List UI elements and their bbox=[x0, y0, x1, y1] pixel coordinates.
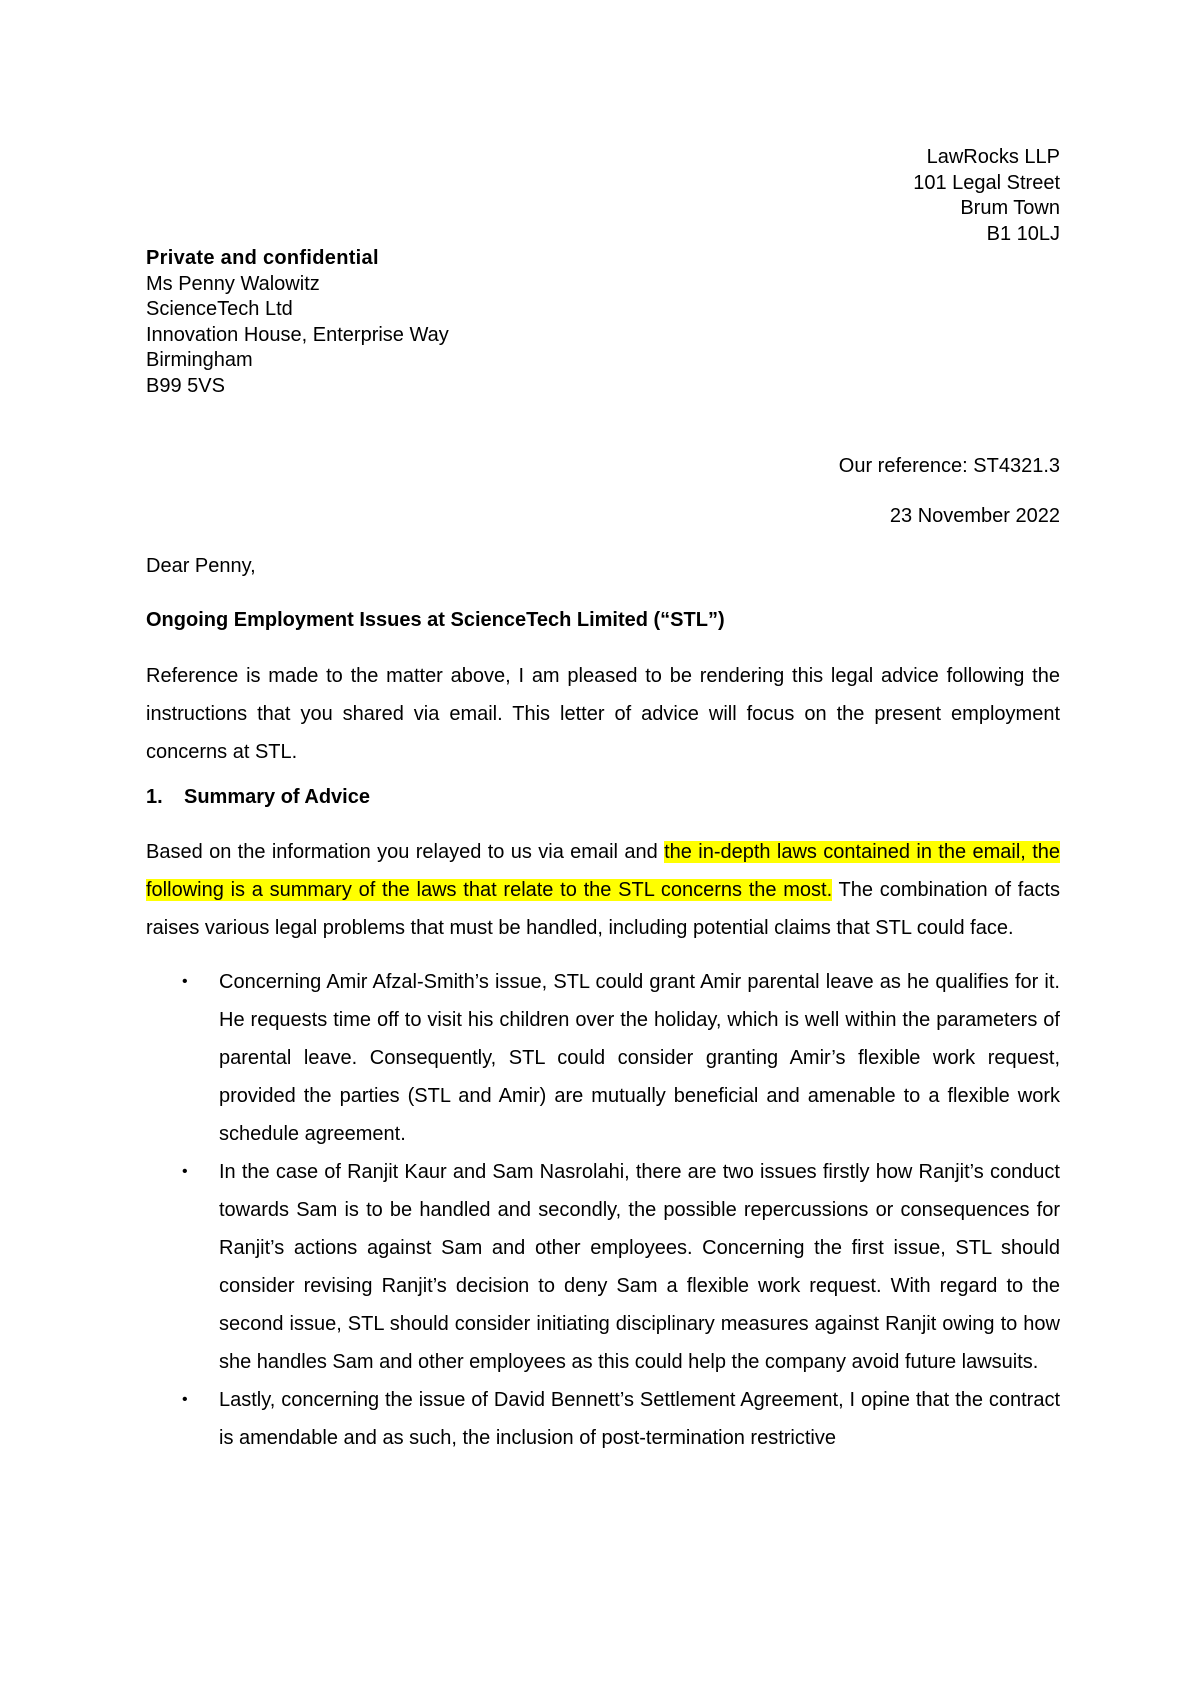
letter-subject: Ongoing Employment Issues at ScienceTech Limited (“STL”) bbox=[146, 609, 725, 631]
summary-text-after: The combination of facts raises various legal problems that must be handled, including potential claims that STL could face. bbox=[146, 879, 1061, 939]
letter-date: 23 November 2022 bbox=[889, 505, 1060, 527]
recipient-city: Birmingham bbox=[146, 349, 253, 371]
intro-paragraph: Reference is made to the matter above, I am pleased to be rendering this legal advice following the instructions that you shared via email. This letter of advice will focus on the present employment concerns at STL. bbox=[146, 665, 1060, 763]
summary-text-before: Based on the information you relayed to us via email and bbox=[146, 841, 665, 863]
sender-postcode: B1 10LJ bbox=[986, 222, 1060, 245]
bullet-icon: • bbox=[182, 1391, 188, 1408]
advice-bullet-list bbox=[146, 963, 1060, 1457]
salutation: Dear Penny, bbox=[146, 555, 256, 577]
recipient-postcode: B99 5VS bbox=[146, 374, 225, 397]
confidential-marking: Private and confidential bbox=[146, 247, 379, 269]
list-item-text: Concerning Amir Afzal-Smith’s issue, STL could grant Amir parental leave as he qualifies for it. He requests time off to visit his children over the holiday, which is well within the parameters of parental leave. Consequently, STL could consider granting Amir’s flexible work request, provided the parties (STL and Amir) are mutually beneficial and amenable to a flexible work schedule agreement. bbox=[219, 971, 1060, 1145]
highlighted-text: the in-depth laws contained in the email, the following is a summary of the laws that relate to the STL concerns the most. bbox=[146, 841, 1060, 901]
list-item bbox=[146, 1153, 1060, 1381]
letter-body bbox=[146, 145, 1060, 1457]
list-item-text: In the case of Ranjit Kaur and Sam Nasrolahi, there are two issues firstly how Ranjit’s conduct towards Sam is to be handled and secondly, the possible repercussions or consequences for Ranjit’s actions against Sam and other employees. Concerning the first issue, STL should consider revising Ranjit’s decision to deny Sam a flexible work request. With regard to the second issue, STL should consider initiating disciplinary measures against Ranjit owing to how she handles Sam and other employees as this could help the company avoid future lawsuits. bbox=[219, 1161, 1060, 1373]
recipient-address-line: Innovation House, Enterprise Way bbox=[146, 323, 449, 346]
list-item-text: Lastly, concerning the issue of David Bennett’s Settlement Agreement, I opine that the contract is amendable and as such, the inclusion of post-termination restrictive bbox=[219, 1389, 1060, 1449]
section-title: Summary of Advice bbox=[184, 786, 370, 808]
section-number: 1. bbox=[146, 786, 163, 808]
sender-firm: LawRocks LLP bbox=[926, 146, 1060, 168]
sender-town: Brum Town bbox=[960, 197, 1060, 219]
bullet-icon: • bbox=[182, 1163, 188, 1180]
recipient-company: ScienceTech Ltd bbox=[146, 298, 293, 320]
sender-address bbox=[146, 145, 1060, 247]
bullet-icon: • bbox=[182, 973, 188, 990]
our-reference: Our reference: ST4321.3 bbox=[838, 455, 1060, 477]
section-heading bbox=[146, 785, 1060, 810]
recipient-address bbox=[146, 246, 1060, 399]
recipient-name: Ms Penny Walowitz bbox=[146, 272, 320, 295]
summary-paragraph bbox=[146, 833, 1060, 947]
sender-street: 101 Legal Street bbox=[913, 171, 1060, 194]
list-item bbox=[146, 1381, 1060, 1457]
list-item bbox=[146, 963, 1060, 1153]
